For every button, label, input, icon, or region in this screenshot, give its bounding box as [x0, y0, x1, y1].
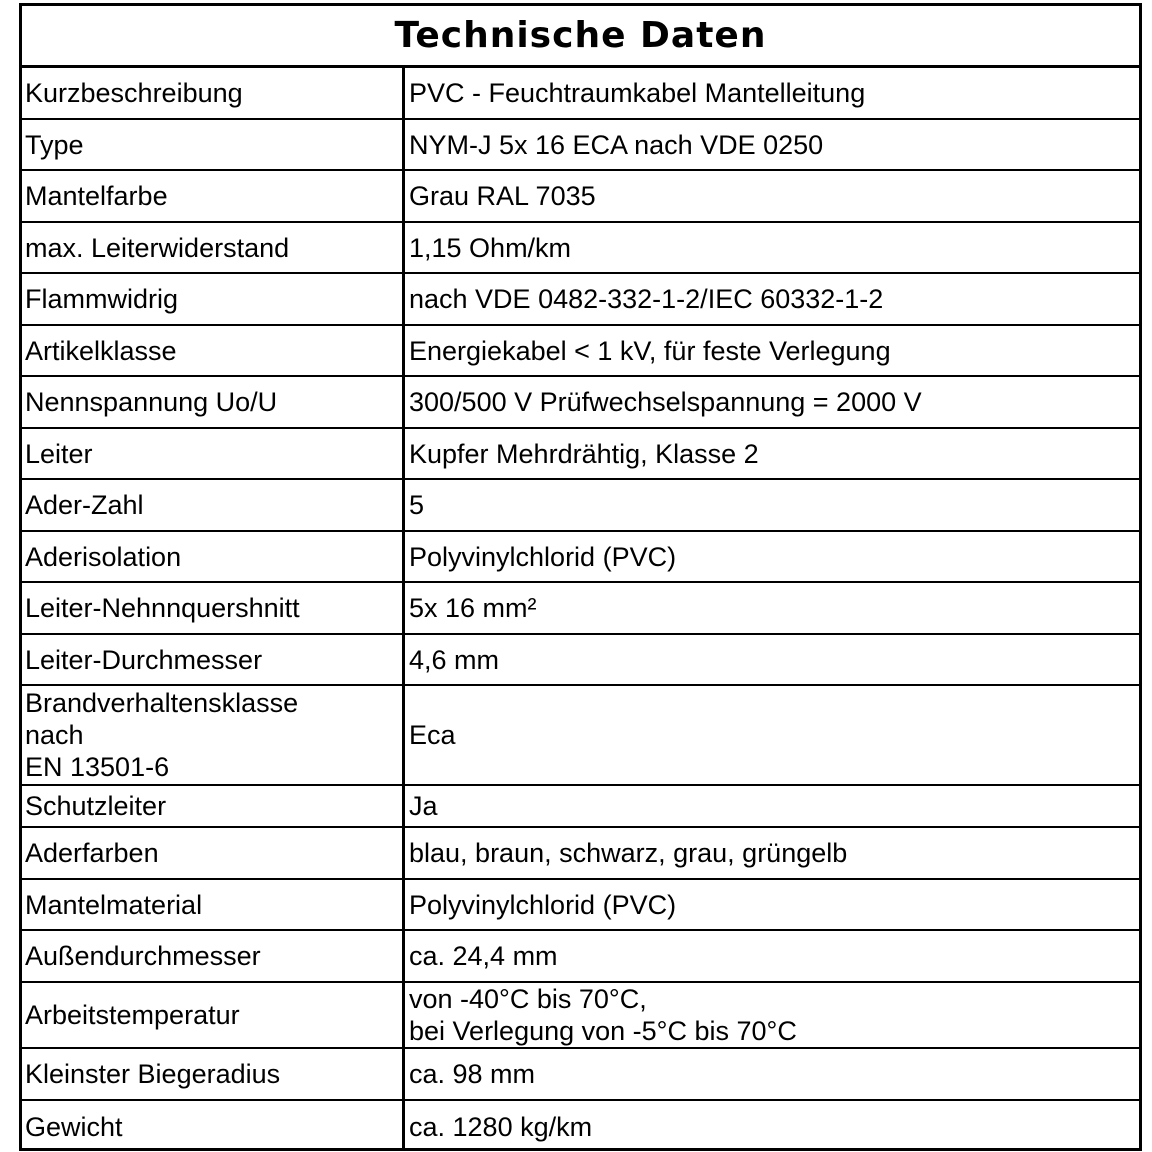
row-label: Ader-Zahl — [25, 490, 144, 520]
row-value: Grau RAL 7035 — [409, 181, 596, 211]
table-row — [22, 583, 1139, 635]
row-value: von -40°C bis 70°C, bei Verlegung von -5°C bis 70°C — [409, 984, 797, 1046]
table-row — [22, 120, 1139, 171]
row-value: 1,15 Ohm/km — [409, 232, 572, 263]
row-label: Type — [25, 129, 84, 160]
row-label: Aderisolation — [25, 541, 182, 572]
column-divider — [402, 68, 405, 1148]
row-label: Gewicht — [25, 1111, 123, 1142]
row-value: 300/500 V Prüfwechselspannung = 2000 V — [409, 387, 922, 417]
row-label: Kleinster Biegeradius — [25, 1059, 281, 1089]
table-row — [22, 532, 1139, 583]
table-row — [22, 429, 1139, 480]
row-value: PVC - Feuchtraumkabel Mantelleitung — [409, 78, 866, 108]
row-value: ca. 1280 kg/km — [409, 1111, 593, 1142]
table-row — [22, 983, 1139, 1049]
row-label: Außendurchmesser — [25, 941, 261, 971]
row-value: 4,6 mm — [409, 644, 500, 675]
table-row — [22, 480, 1139, 532]
table-row — [22, 326, 1139, 377]
table-body — [22, 68, 1139, 1148]
row-label: Flammwidrig — [25, 284, 179, 314]
row-label: Mantelmaterial — [25, 889, 203, 920]
row-value: Kupfer Mehrdrähtig, Klasse 2 — [409, 438, 759, 469]
row-label: Kurzbeschreibung — [25, 78, 243, 108]
row-label: Leiter-Nehnnquershnitt — [25, 593, 300, 623]
row-value: Ja — [409, 791, 438, 821]
table-row — [22, 274, 1139, 326]
table-row — [22, 786, 1139, 828]
row-label: Arbeitstemperatur — [25, 1000, 240, 1030]
row-label: Brandverhaltensklasse nach EN 13501-6 — [25, 688, 299, 782]
table-row — [22, 1101, 1139, 1152]
row-value: Polyvinylchlorid (PVC) — [409, 889, 677, 920]
table-row — [22, 931, 1139, 983]
row-value: NYM-J 5x 16 ECA nach VDE 0250 — [409, 129, 824, 160]
row-label: Leiter-Durchmesser — [25, 644, 263, 675]
row-label: Artikelklasse — [25, 335, 177, 366]
row-value: nach VDE 0482-332-1-2/IEC 60332-1-2 — [409, 284, 884, 314]
table-row — [22, 68, 1139, 120]
table-row — [22, 377, 1139, 429]
row-label: Leiter — [25, 438, 93, 469]
table-row — [22, 828, 1139, 880]
row-label: Nennspannung Uo/U — [25, 387, 278, 417]
row-value: Eca — [409, 720, 456, 750]
row-value: 5x 16 mm² — [409, 593, 537, 623]
row-value: Energiekabel < 1 kV, für feste Verlegung — [409, 335, 891, 366]
row-label: Schutzleiter — [25, 791, 167, 821]
row-label: max. Leiterwiderstand — [25, 232, 290, 263]
row-value: Polyvinylchlorid (PVC) — [409, 541, 677, 572]
row-value: ca. 24,4 mm — [409, 941, 558, 971]
row-value: blau, braun, schwarz, grau, grüngelb — [409, 838, 848, 868]
row-label: Mantelfarbe — [25, 181, 168, 211]
row-value: ca. 98 mm — [409, 1059, 536, 1089]
technical-data-table — [19, 3, 1142, 1151]
table-row — [22, 1049, 1139, 1101]
table-row — [22, 223, 1139, 274]
table-title: Technische Daten — [22, 6, 1139, 68]
row-label: Aderfarben — [25, 838, 159, 868]
table-row — [22, 880, 1139, 931]
table-row — [22, 635, 1139, 686]
table-row — [22, 686, 1139, 786]
row-value: 5 — [409, 490, 425, 520]
table-row — [22, 171, 1139, 223]
